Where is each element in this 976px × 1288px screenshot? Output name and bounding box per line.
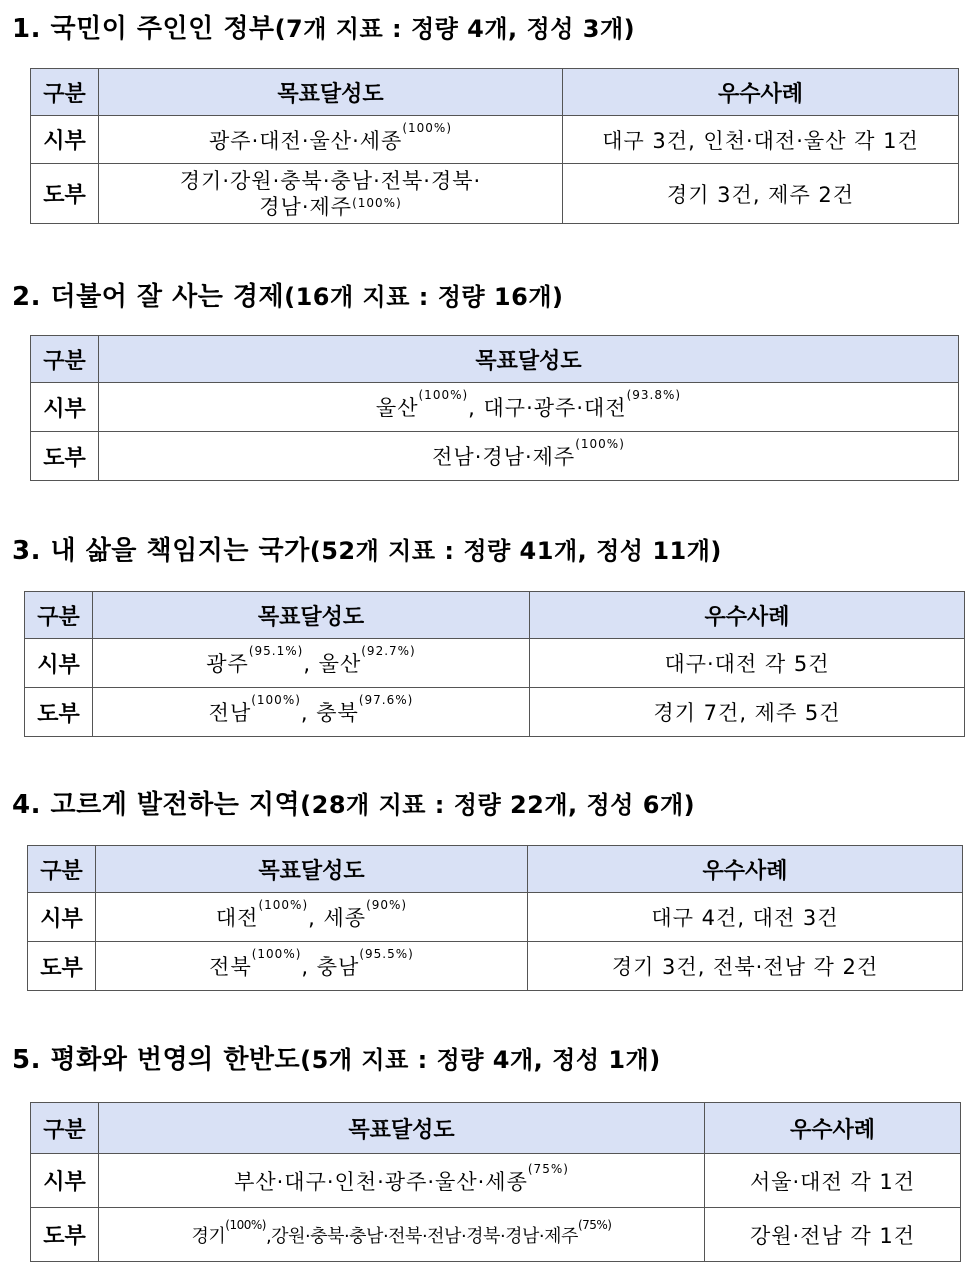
row-label: 도부 <box>31 1208 99 1262</box>
section-5-subtitle: (5개 지표 : 정량 4개, 정성 1개) <box>300 1046 661 1074</box>
goal-text-b: ,강원·충북·충남·전북·전남·경북·경남·제주 <box>265 1225 578 1247</box>
goal-text-a: 부산·대구·인천·광주·울산·세종 <box>234 1169 528 1194</box>
section-1-title: 1. 국민이 주인인 정부 <box>12 14 275 44</box>
table-header-row <box>31 336 959 383</box>
goal-percent-b: (75%) <box>577 1217 612 1232</box>
section-4-title: 4. 고르게 발전하는 지역 <box>12 790 301 820</box>
goal-text-a: 대전 <box>215 906 259 930</box>
goal-text-b: , 대구·광주·대전 <box>468 396 627 420</box>
goal-cell <box>99 432 959 481</box>
goal-cell <box>93 688 530 737</box>
table-row <box>31 116 959 164</box>
goal-percent-b: (95.5%) <box>359 947 414 961</box>
section-2-heading <box>12 276 563 313</box>
row-label: 도부 <box>25 688 93 737</box>
goal-cell <box>96 942 528 991</box>
goal-text-a: 광주 <box>206 652 249 676</box>
goal-percent: (100%) <box>352 195 402 210</box>
table-row <box>28 942 963 991</box>
case-cell: 경기 3건, 제주 2건 <box>563 164 959 224</box>
case-cell: 서울·대전 각 1건 <box>705 1154 961 1208</box>
goal-percent-a: (100%) <box>575 437 625 451</box>
header-case: 우수사례 <box>530 592 965 639</box>
goal-text-line2: 경남·제주 <box>259 194 353 219</box>
section-4-heading <box>12 784 695 821</box>
section-2-table <box>30 335 959 481</box>
case-cell: 대구 3건, 인천·대전·울산 각 1건 <box>563 116 959 164</box>
goal-percent-a: (100%) <box>225 1217 266 1232</box>
section-3-title: 3. 내 삶을 책임지는 국가 <box>12 536 310 566</box>
section-4-subtitle: (28개 지표 : 정량 22개, 정성 6개) <box>300 791 696 819</box>
table-row <box>31 432 959 481</box>
goal-cell <box>99 1208 705 1262</box>
table-row <box>28 893 963 942</box>
section-2-subtitle: (16개 지표 : 정량 16개) <box>284 283 564 311</box>
goal-percent-a: (100%) <box>258 898 309 912</box>
goal-percent-a: (75%) <box>527 1161 569 1176</box>
goal-cell <box>96 893 528 942</box>
goal-percent-b: (93.8%) <box>626 388 682 402</box>
table-row <box>31 164 959 224</box>
section-1-subtitle: (7개 지표 : 정량 4개, 정성 3개) <box>274 15 636 43</box>
header-category: 구분 <box>31 69 99 116</box>
header-category: 구분 <box>25 592 93 639</box>
section-5-title: 5. 평화와 번영의 한반도 <box>12 1045 301 1075</box>
header-goal: 목표달성도 <box>99 336 959 383</box>
goal-percent-a: (100%) <box>251 947 302 961</box>
header-goal: 목표달성도 <box>99 1103 705 1154</box>
goal-percent-a: (100%) <box>418 388 469 402</box>
section-5-table <box>30 1102 961 1262</box>
section-5-heading <box>12 1039 661 1076</box>
table-header-row <box>28 846 963 893</box>
row-label: 시부 <box>31 383 99 432</box>
section-4-table <box>27 845 963 991</box>
goal-cell <box>99 383 959 432</box>
table-row <box>31 383 959 432</box>
goal-cell <box>99 116 563 164</box>
case-cell: 경기 3건, 전북·전남 각 2건 <box>528 942 963 991</box>
header-goal: 목표달성도 <box>93 592 530 639</box>
goal-percent-b: (92.7%) <box>361 644 416 658</box>
row-label: 도부 <box>31 164 99 224</box>
section-2-title: 2. 더불어 잘 사는 경제 <box>12 282 285 312</box>
row-label: 도부 <box>31 432 99 481</box>
case-cell: 대구 4건, 대전 3건 <box>528 893 963 942</box>
section-1-heading <box>12 8 635 45</box>
goal-cell <box>99 1154 705 1208</box>
goal-percent-a: (95.1%) <box>248 644 304 658</box>
section-1-table <box>30 68 959 224</box>
header-category: 구분 <box>31 1103 99 1154</box>
table-header-row <box>31 1103 961 1154</box>
header-category: 구분 <box>31 336 99 383</box>
goal-text-a: 경기 <box>191 1225 226 1247</box>
goal-text-line1: 경기·강원·충북·충남·전북·경북· <box>179 168 482 193</box>
section-3-heading <box>12 530 722 567</box>
goal-text: 광주·대전·울산·세종 <box>209 128 403 153</box>
goal-percent: (100%) <box>402 120 452 135</box>
case-cell: 대구·대전 각 5건 <box>530 639 965 688</box>
row-label: 시부 <box>25 639 93 688</box>
case-cell: 강원·전남 각 1건 <box>705 1208 961 1262</box>
goal-percent-b: (97.6%) <box>358 693 414 707</box>
row-label: 시부 <box>28 893 96 942</box>
goal-text-a: 전북 <box>209 955 252 979</box>
header-category: 구분 <box>28 846 96 893</box>
goal-cell <box>99 164 563 224</box>
goal-text-b: , 세종 <box>308 906 367 930</box>
header-goal: 목표달성도 <box>99 69 563 116</box>
table-header-row <box>25 592 965 639</box>
header-goal: 목표달성도 <box>96 846 528 893</box>
header-case: 우수사례 <box>563 69 959 116</box>
table-header-row <box>31 69 959 116</box>
table-row <box>31 1154 961 1208</box>
table-row <box>31 1208 961 1262</box>
section-3-table <box>24 591 965 737</box>
row-label: 시부 <box>31 1154 99 1208</box>
goal-text-b: , 울산 <box>303 652 362 676</box>
header-case: 우수사례 <box>528 846 963 893</box>
section-3-subtitle: (52개 지표 : 정량 41개, 정성 11개) <box>309 537 722 565</box>
header-case: 우수사례 <box>705 1103 961 1154</box>
goal-text-a: 전남·경남·제주 <box>432 445 576 469</box>
goal-text-b: , 충북 <box>300 701 359 725</box>
case-cell: 경기 7건, 제주 5건 <box>530 688 965 737</box>
row-label: 시부 <box>31 116 99 164</box>
table-row <box>25 639 965 688</box>
goal-text-b: , 충남 <box>301 955 360 979</box>
row-label: 도부 <box>28 942 96 991</box>
goal-text-a: 울산 <box>375 396 419 420</box>
table-row <box>25 688 965 737</box>
goal-cell <box>93 639 530 688</box>
goal-text-a: 전남 <box>208 701 252 725</box>
goal-percent-a: (100%) <box>251 693 301 707</box>
goal-percent-b: (90%) <box>366 898 408 912</box>
